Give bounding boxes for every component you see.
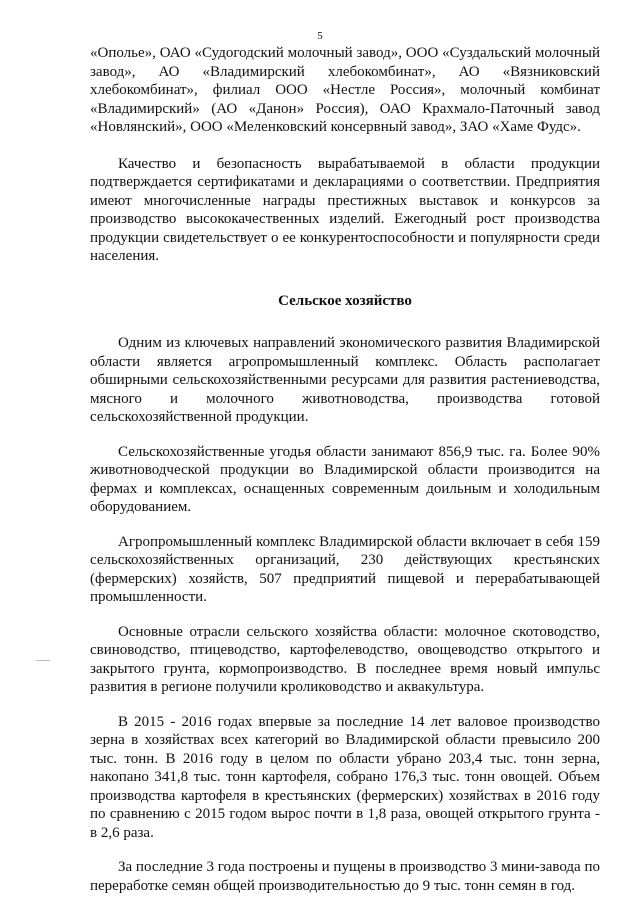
section-heading-agriculture: Сельское хозяйство (278, 292, 412, 309)
paragraph-main-branches: Основные отрасли сельского хозяйства области: молочное скотоводство, свиноводство, птицеводство, картофелеводство, овощеводство открытого и закрытого грунта, кормопроизводство. В последнее время новый импульс развития в регионе получили кролиководство и аквакультура. (90, 623, 600, 695)
paragraph-farmland: Сельскохозяйственные угодья области занимают 856,9 тыс. га. Более 90% животноводческой продукции во Владимирской области производится на фермах и комплексах, оснащенных современным доильным и холодильным оборудованием. (90, 443, 600, 515)
page-number: 5 (317, 30, 323, 42)
paragraph-quality: Качество и безопасность вырабатываемой в области продукции подтверждается сертификатами и декларациями о соответствии. Предприятия имеют многочисленные награды престижных выставок и конкурсов за производство высококачественных изделий. Ежегодный рост производства продукции свидетельствует о ее конкурентоспособности и популярности среди населения. (90, 155, 600, 264)
document-body (90, 44, 600, 895)
paragraph-organizations: Агропромышленный комплекс Владимирской области включает в себя 159 сельскохозяйственных организаций, 230 действующих крестьянских (фермерских) хозяйств, 507 предприятий пищевой и перерабатывающей промышленности. (90, 533, 600, 605)
paragraph-seed-plants: За последние 3 года построены и пущены в производство 3 мини-завода по переработке семян общей производительностью до 9 тыс. тонн семян в год. (90, 859, 600, 894)
paragraph-agro-complex: Одним из ключевых направлений экономического развития Владимирской области является агропромышленный комплекс. Область располагает обширными сельскохозяйственными ресурсами для развития растениеводства, мясного и молочного животноводства, производства готовой сельскохозяйственной продукции. (90, 335, 600, 425)
paragraph-companies-list: «Ополье», ОАО «Судогодский молочный завод», ООО «Суздальский молочный завод», АО «Владимирский хлебокомбинат», АО «Вязниковский хлебокомбинат», филиал ООО «Нестле Россия», молочный комбинат «Владимирский» (АО «Данон» Россия), ОАО Крахмало-Паточный завод «Новлянский», ООО «Меленковский консервный завод», ЗАО «Хаме Фудс». (90, 45, 600, 135)
paragraph-grain-production: В 2015 - 2016 годах впервые за последние 14 лет валовое производство зерна в хозяйствах всех категорий во Владимирской области превысило 200 тыс. тонн. В 2016 году в целом по области убрано 203,4 тыс. тонн зерна, накопано 341,8 тыс. тонн картофеля, собрано 176,3 тыс. тонн овощей. Объем производства картофеля в крестьянских (фермерских) хозяйствах в 2016 году по сравнению с 2015 годом вырос почти в 1,8 раза, овощей открытого грунта - в 2,6 раза. (90, 713, 600, 841)
margin-mark (36, 660, 50, 661)
